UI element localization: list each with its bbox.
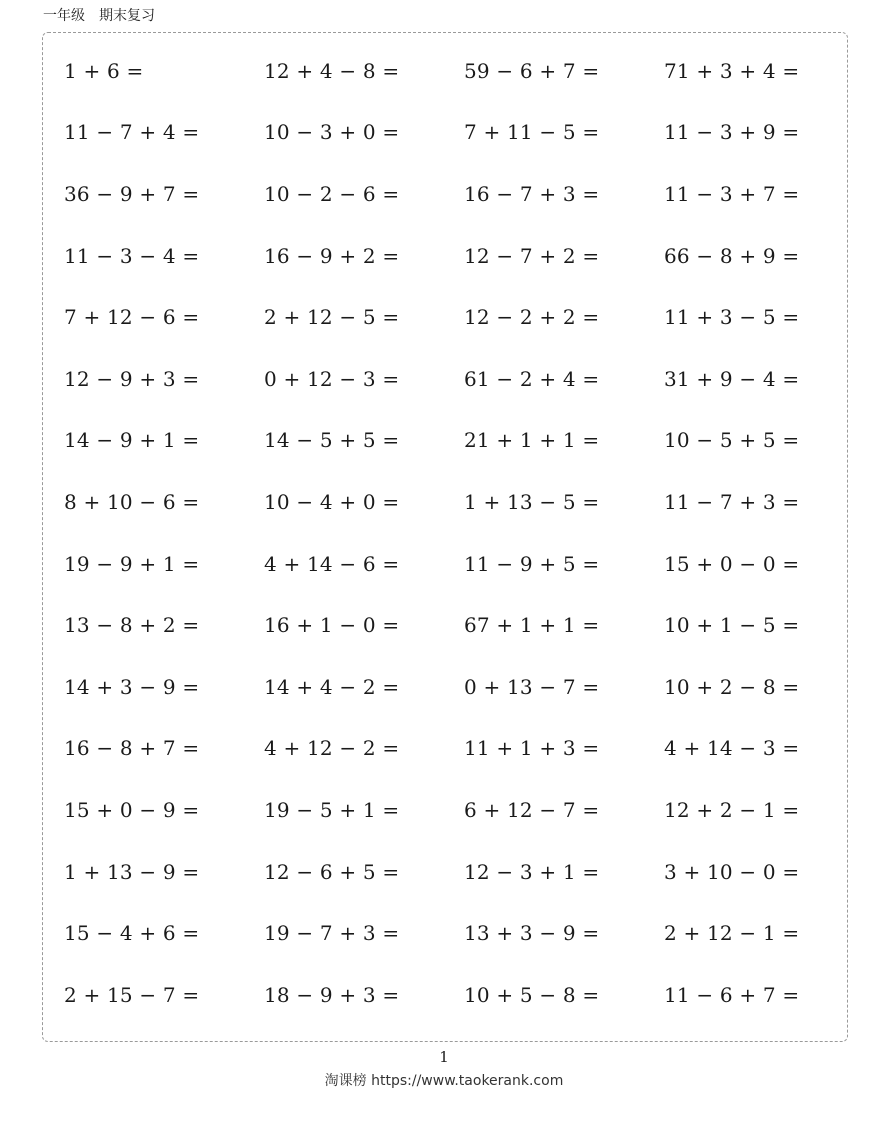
math-problem: 1 + 13 − 9 =: [64, 859, 200, 884]
math-problem: 31 + 9 − 4 =: [664, 366, 800, 391]
math-problem: 16 + 1 − 0 =: [264, 613, 400, 638]
math-problem: 19 − 5 + 1 =: [264, 797, 400, 822]
problem-row: [64, 964, 864, 1026]
math-problem: 6 + 12 − 7 =: [464, 797, 600, 822]
math-problem: 10 + 2 − 8 =: [664, 674, 800, 699]
math-problem: 12 − 2 + 2 =: [464, 305, 600, 330]
math-problem: 15 + 0 − 9 =: [64, 797, 200, 822]
math-problem: 14 + 3 − 9 =: [64, 674, 200, 699]
math-problem: 12 + 2 − 1 =: [664, 797, 800, 822]
math-problem: 11 − 3 + 9 =: [664, 120, 800, 145]
problem-row: [64, 471, 864, 533]
math-problem: 15 + 0 − 0 =: [664, 551, 800, 576]
problem-row: [64, 656, 864, 718]
math-problem: 12 − 6 + 5 =: [264, 859, 400, 884]
math-problem: 14 − 5 + 5 =: [264, 428, 400, 453]
math-problem: 11 − 6 + 7 =: [664, 982, 800, 1007]
watermark-text: 淘课榜 https://www.taokerank.com: [324, 1073, 564, 1089]
math-problem: 14 + 4 − 2 =: [264, 674, 400, 699]
math-problem: 10 − 2 − 6 =: [264, 181, 400, 206]
math-problem: 19 − 9 + 1 =: [64, 551, 200, 576]
math-problem: 21 + 1 + 1 =: [464, 428, 600, 453]
math-problem: 11 − 3 + 7 =: [664, 181, 800, 206]
math-problem: 61 − 2 + 4 =: [464, 366, 600, 391]
problem-row: [64, 225, 864, 287]
math-problem: 71 + 3 + 4 =: [664, 58, 800, 83]
math-problem: 3 + 10 − 0 =: [664, 859, 800, 884]
problem-grid: [64, 40, 864, 1026]
math-problem: 12 + 4 − 8 =: [264, 58, 400, 83]
math-problem: 10 + 5 − 8 =: [464, 982, 600, 1007]
problem-row: [64, 594, 864, 656]
problem-row: [64, 286, 864, 348]
problem-row: [64, 718, 864, 780]
math-problem: 13 − 8 + 2 =: [64, 613, 200, 638]
math-problem: 7 + 11 − 5 =: [464, 120, 600, 145]
math-problem: 66 − 8 + 9 =: [664, 243, 800, 268]
problem-row: [64, 533, 864, 595]
math-problem: 10 − 5 + 5 =: [664, 428, 800, 453]
math-problem: 19 − 7 + 3 =: [264, 921, 400, 946]
math-problem: 0 + 12 − 3 =: [264, 366, 400, 391]
problem-row: [64, 40, 864, 102]
math-problem: 2 + 12 − 5 =: [264, 305, 400, 330]
math-problem: 59 − 6 + 7 =: [464, 58, 600, 83]
math-problem: 13 + 3 − 9 =: [464, 921, 600, 946]
math-problem: 11 − 7 + 4 =: [64, 120, 200, 145]
math-problem: 10 − 3 + 0 =: [264, 120, 400, 145]
problem-row: [64, 779, 864, 841]
math-problem: 0 + 13 − 7 =: [464, 674, 600, 699]
math-problem: 14 − 9 + 1 =: [64, 428, 200, 453]
math-problem: 4 + 12 − 2 =: [264, 736, 400, 761]
math-problem: 11 − 9 + 5 =: [464, 551, 600, 576]
page-number: 1: [439, 1048, 449, 1066]
math-problem: 2 + 12 − 1 =: [664, 921, 800, 946]
math-problem: 12 − 3 + 1 =: [464, 859, 600, 884]
worksheet-title: 一年级 期末复习: [43, 8, 155, 24]
math-problem: 1 + 6 =: [64, 58, 144, 83]
problem-row: [64, 102, 864, 164]
math-problem: 11 − 3 − 4 =: [64, 243, 200, 268]
math-problem: 10 − 4 + 0 =: [264, 489, 400, 514]
problem-row: [64, 348, 864, 410]
math-problem: 16 − 8 + 7 =: [64, 736, 200, 761]
math-problem: 4 + 14 − 6 =: [264, 551, 400, 576]
math-problem: 2 + 15 − 7 =: [64, 982, 200, 1007]
math-problem: 7 + 12 − 6 =: [64, 305, 200, 330]
math-problem: 8 + 10 − 6 =: [64, 489, 200, 514]
math-problem: 11 + 3 − 5 =: [664, 305, 800, 330]
math-problem: 36 − 9 + 7 =: [64, 181, 200, 206]
math-problem: 11 − 7 + 3 =: [664, 489, 800, 514]
math-problem: 67 + 1 + 1 =: [464, 613, 600, 638]
math-problem: 10 + 1 − 5 =: [664, 613, 800, 638]
problem-row: [64, 410, 864, 472]
problem-row: [64, 841, 864, 903]
math-problem: 4 + 14 − 3 =: [664, 736, 800, 761]
problem-row: [64, 902, 864, 964]
math-problem: 1 + 13 − 5 =: [464, 489, 600, 514]
math-problem: 12 − 9 + 3 =: [64, 366, 200, 391]
math-problem: 18 − 9 + 3 =: [264, 982, 400, 1007]
math-problem: 12 − 7 + 2 =: [464, 243, 600, 268]
problem-row: [64, 163, 864, 225]
math-problem: 15 − 4 + 6 =: [64, 921, 200, 946]
math-problem: 11 + 1 + 3 =: [464, 736, 600, 761]
math-problem: 16 − 7 + 3 =: [464, 181, 600, 206]
math-problem: 16 − 9 + 2 =: [264, 243, 400, 268]
